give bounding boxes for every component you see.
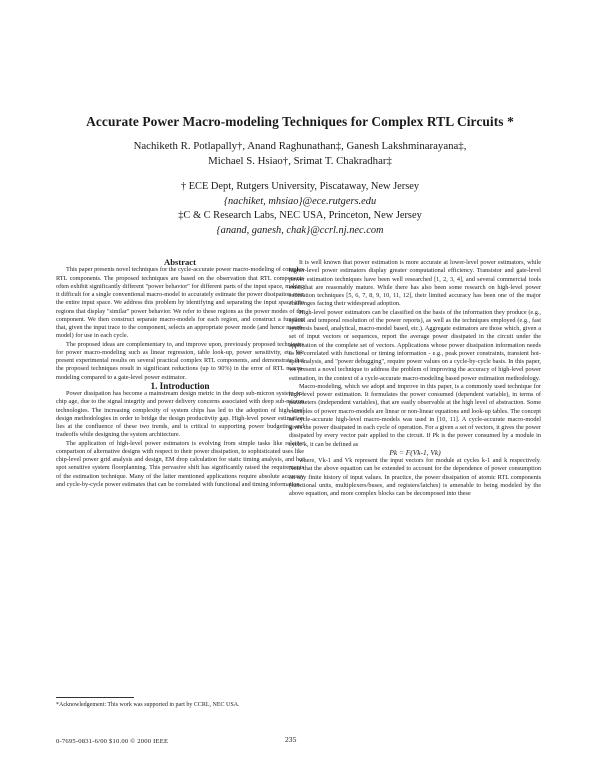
abstract-paragraph: This paper presents novel techniques for the cycle-accurate power macro-modeling of complex RTL components. The proposed techniques are based on the observation that RTL components often exhibit significantly different "power behavior" for different parts of the input space, making it difficult for a single conventional macro-model to accurately estimate the power dissipation over the entire input space. We address this problem by identifying and separating the input space into regions that display "similar" power behavior. We refer to these regions as the power modes of the component. We then construct separate macro-models for each region, and construct a function that, given the input trace to the component, selects an appropriate power mode (and hence macro-model) for use in each cycle. [56, 266, 304, 340]
footnote-rule [56, 697, 134, 698]
left-column [56, 258, 304, 489]
affiliation-name: † ECE Dept, Rutgers University, Piscataway, New Jersey [180, 181, 420, 192]
body-paragraph: The application of high-level power estimators is evolving from simple tasks like relative comparison of alternative designs with respect to their power dissipation, to sophisticated uses like chip-level power grid analysis and design, EM drop calculation for static timing analysis, and hot spot sensitive system floorplanning. This pervasive shift has significantly raised the requirements of the estimation technique. Many of the latter mentioned applications require absolute accuracy and cycle-by-cycle power estimates that can be correlated with functional and timing information. [56, 439, 304, 488]
footnote: *Acknowledgement: This work was supported in part by CCRL, NEC USA. [56, 702, 240, 708]
section-heading: 1. Introduction [150, 380, 210, 391]
affiliation-name: ‡C & C Research Labs, NEC USA, Princeton, New Jersey [178, 210, 422, 222]
body-paragraph: Power dissipation has become a mainstream design metric in the deep sub-micron system-on-chip age, due to the signal integrity and power delivery concerns associated with deep sub-micron technologies. The increasing complexity of system chips has led to the adoption of high-level design methodologies in order to bridge the design productivity gap. High-level power estimation lies at the confluence of these two trends, and is critical to supporting power budgeting and tradeoffs while designing the system architecture. [56, 390, 304, 439]
author-line: Nachiketh R. Potlapally†, Anand Raghunathan‡, Ganesh Lakshminarayana‡, [133, 140, 467, 152]
author-list [60, 139, 540, 169]
body-paragraph: Macro-modeling, which we adopt and improve in this paper, is a commonly used technique for high-level power estimation. It formulates the power consumed (dependent variable), in terms of parameters (independent variables), that are easily observable at the high level of abstraction. Some examples of power macro-models are linear or non-linear equations and look-up tables. The concept of cycle-accurate high-level macro-models was used in [10, 11]. A cycle-accurate macro-model gives the power dissipated in each cycle of operation. For a given a set of vectors, it gives the power dissipated by every vector pair applied to the circuit. If Pk is the power consumed by a module in cycle k, it can be defined as [289, 382, 541, 448]
publication-line: 0-7695-0831-6/00 $10.00 © 2000 IEEE [56, 738, 169, 745]
equation: Pk = F(Vk-1, Vk) [389, 447, 441, 457]
affiliation-email: {anand, ganesh, chak}@ccrl.nj.nec.com [216, 224, 384, 236]
right-column [289, 259, 541, 498]
body-paragraph: It is well known that power estimation is more accurate at lower-level power estimators, while higher-level power estimators display greater computational efficiency. Transistor and gate-level power estimation techniques have been well researched [1, 2, 3, 4], and several commercial tools exist that are reasonably mature. While there has also been some research on high-level power estimation techniques [5, 6, 7, 8, 9, 10, 11, 12], their limited accuracy has been one of the major challenges facing their widespread adoption. [289, 259, 541, 308]
abstract-paragraph: The proposed ideas are complementary to, and improve upon, previously proposed techniques for power macro-modeling such as linear regression, table look-up, power sensitivity, etc. We present experimental results on several practical complex RTL components, and demonstrate that the proposed techniques result in significant reductions (up to 90%) in the error of RTL macro-modeling compared to a gate-level power estimator. [56, 340, 304, 381]
page-number: 235 [285, 735, 297, 744]
affiliation-email: {nachiket, mhsiao}@ece.rutgers.edu [223, 195, 377, 207]
body-paragraph: where, Vk-1 and Vk represent the input vectors for module at cycles k-1 and k respectively. Note that the above equation can be extended to account for the dependence of power consumption on any finite history of input values. In practice, the power dissipation of atomic RTL components (functional units, multiplexers/buses, and registers/latches) is amenable to being modeled by the above equation, and more complex blocks can be decomposed into these [289, 457, 541, 497]
affiliations [60, 180, 540, 238]
abstract-heading: Abstract [164, 257, 196, 267]
author-line: Michael S. Hsiao†, Srimat T. Chakradhar‡ [208, 155, 392, 167]
body-paragraph: High-level power estimators can be classified on the basis of the information they produce (e.g., spatial and temporal resolution of the power reports), as well as the techniques employed (e.g., fast synthesis based, analytical, macro-model based, etc.). Aggregate estimators are those which, given a set of input vectors or sequences, report the average power dissipated in the circuit under the application of the complete set of vectors. Applications whose power dissipation information needs to be correlated with functional or timing information - e.g., peak power constraints, transient hot-spot analysis, and "power debugging", require power values on a cycle-by-cycle basis. In this paper, we present a novel technique to address the problem of improving the accuracy of high-level power estimation, in the context of a cycle-accurate macro-modeling based power estimation methodology. [289, 308, 541, 382]
paper-title: Accurate Power Macro-modeling Techniques for Complex RTL Circuits * [86, 114, 514, 129]
